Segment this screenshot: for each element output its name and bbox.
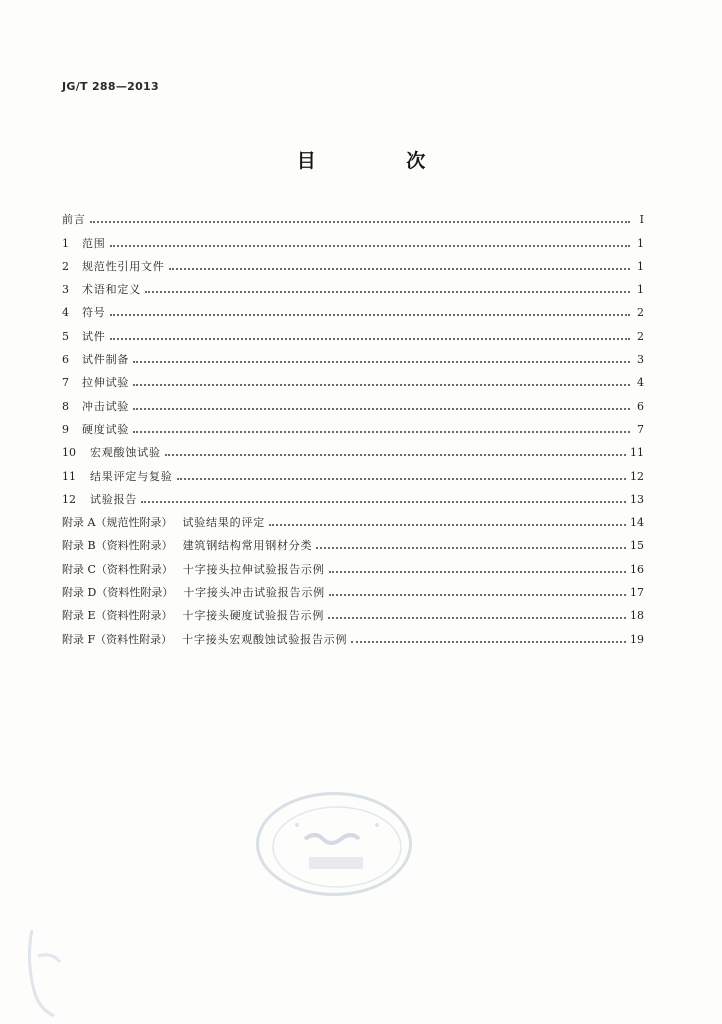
toc-entry-foreword: [62, 203, 644, 226]
toc-leader-dots: [269, 524, 626, 526]
toc-entry-label: 试验结果的评定: [182, 516, 266, 530]
toc-appendix-entry: [62, 506, 644, 529]
toc-entry-number: 1: [62, 236, 69, 250]
standard-number: JG/T 288—2013: [62, 80, 159, 93]
toc-appendix-tag: 附录 B（资料性附录）: [62, 539, 173, 553]
toc-entry-number: 4: [62, 306, 69, 320]
toc-appendix-entry: [62, 599, 644, 622]
toc-entry-label: 术语和定义: [82, 283, 141, 297]
toc-leader-dots: [110, 314, 630, 316]
toc-leader-dots: [133, 408, 630, 410]
toc-entry-label: 试件: [82, 329, 106, 343]
toc-entry-number: 3: [62, 283, 69, 297]
toc-entry-page: 6: [637, 399, 644, 413]
toc-entry-page: 1: [637, 259, 644, 273]
toc-entry-page: 11: [630, 446, 644, 460]
toc-entry-page: 13: [630, 492, 644, 506]
toc-leader-dots: [133, 431, 630, 433]
toc-entry-number: 6: [62, 353, 69, 367]
toc-appendix-tag: 附录 C（资料性附录）: [62, 562, 173, 576]
toc-appendix-entry: [62, 622, 644, 645]
table-of-contents: [62, 203, 644, 646]
toc-entry: [62, 319, 644, 342]
toc-leader-dots: [145, 291, 630, 293]
toc-entry-label: 硬度试验: [82, 422, 130, 436]
toc-entry-page: 12: [630, 469, 644, 483]
toc-entry-page: 7: [637, 422, 644, 436]
toc-entry-number: 5: [62, 329, 69, 343]
toc-leader-dots: [316, 547, 626, 549]
toc-entry-label: 十字接头宏观酸蚀试验报告示例: [182, 632, 348, 646]
toc-entry: [62, 250, 644, 273]
toc-leader-dots: [133, 384, 630, 386]
toc-appendix-entry: [62, 529, 644, 552]
toc-entry-number: 11: [62, 469, 76, 483]
toc-leader-dots: [165, 454, 626, 456]
toc-entry: [62, 343, 644, 366]
toc-appendix-tag: 附录 D（资料性附录）: [62, 586, 174, 600]
toc-leader-dots: [329, 594, 626, 596]
toc-entry-page: 3: [637, 353, 644, 367]
toc-entry-label: 范围: [82, 236, 106, 250]
toc-entry-label: 拉伸试验: [82, 376, 130, 390]
toc-entry-page: 14: [630, 516, 644, 530]
toc-leader-dots: [328, 617, 626, 619]
toc-entry: [62, 296, 644, 319]
toc-entry-label: 十字接头冲击试验报告示例: [183, 586, 325, 600]
seal-stamp-graphic: [259, 795, 415, 899]
toc-entry-number: 2: [62, 259, 69, 273]
toc-entry-label: 冲击试验: [82, 399, 130, 413]
toc-entry-page: 19: [630, 632, 644, 646]
toc-entry-page: 2: [637, 329, 644, 343]
toc-entry-page: 1: [637, 283, 644, 297]
toc-leader-dots: [351, 641, 626, 643]
toc-leader-dots: [110, 338, 630, 340]
toc-entry-label: 建筑钢结构常用钢材分类: [182, 539, 313, 553]
toc-leader-dots: [329, 571, 626, 573]
toc-leader-dots: [141, 501, 626, 503]
toc-entry: [62, 459, 644, 482]
toc-leader-dots: [133, 361, 630, 363]
toc-entry-label: 十字接头拉伸试验报告示例: [182, 562, 325, 576]
toc-entry-number: 12: [62, 492, 76, 506]
toc-entry: [62, 389, 644, 412]
toc-leader-dots: [110, 245, 630, 247]
toc-entry-page: 15: [630, 539, 644, 553]
toc-leader-dots: [90, 221, 630, 223]
faded-corner-mark: [22, 920, 92, 1020]
toc-appendix-tag: 附录 A（规范性附录）: [62, 516, 173, 530]
toc-entry-number: 10: [62, 446, 76, 460]
toc-entry-page: 1: [637, 236, 644, 250]
toc-entry-label: 试件制备: [82, 353, 130, 367]
toc-entry-page: 17: [630, 586, 644, 600]
toc-leader-dots: [169, 268, 630, 270]
toc-entry: [62, 413, 644, 436]
toc-title: 目 次: [296, 150, 468, 172]
toc-entry: [62, 273, 644, 296]
toc-entry: [62, 226, 644, 249]
toc-entry-label: 结果评定与复验: [90, 469, 173, 483]
toc-entry-label: 规范性引用文件: [82, 259, 165, 273]
toc-entry-page: 16: [630, 562, 644, 576]
toc-entry-page: 4: [637, 376, 644, 390]
toc-appendix-entry: [62, 552, 644, 575]
toc-entry-label: 十字接头硬度试验报告示例: [182, 609, 325, 623]
toc-entry: [62, 366, 644, 389]
toc-appendix-tag: 附录 E（资料性附录）: [62, 609, 173, 623]
toc-entry: [62, 483, 644, 506]
faded-seal-stamp: [256, 792, 412, 896]
toc-entry-label: 符号: [82, 306, 106, 320]
toc-entry-page: 18: [630, 609, 644, 623]
toc-appendix-entry: [62, 576, 644, 599]
toc-entry-number: 9: [62, 422, 69, 436]
toc-appendix-tag: 附录 F（资料性附录）: [62, 632, 173, 646]
toc-entry-label: 前言: [62, 213, 86, 227]
toc-entry-page: 2: [637, 306, 644, 320]
toc-entry-label: 试验报告: [90, 492, 138, 506]
toc-entry-number: 7: [62, 376, 69, 390]
toc-entry-number: 8: [62, 399, 69, 413]
toc-entry: [62, 436, 644, 459]
toc-leader-dots: [177, 478, 626, 480]
toc-entry-label: 宏观酸蚀试验: [90, 446, 161, 460]
toc-entry-page: Ⅰ: [639, 213, 644, 227]
